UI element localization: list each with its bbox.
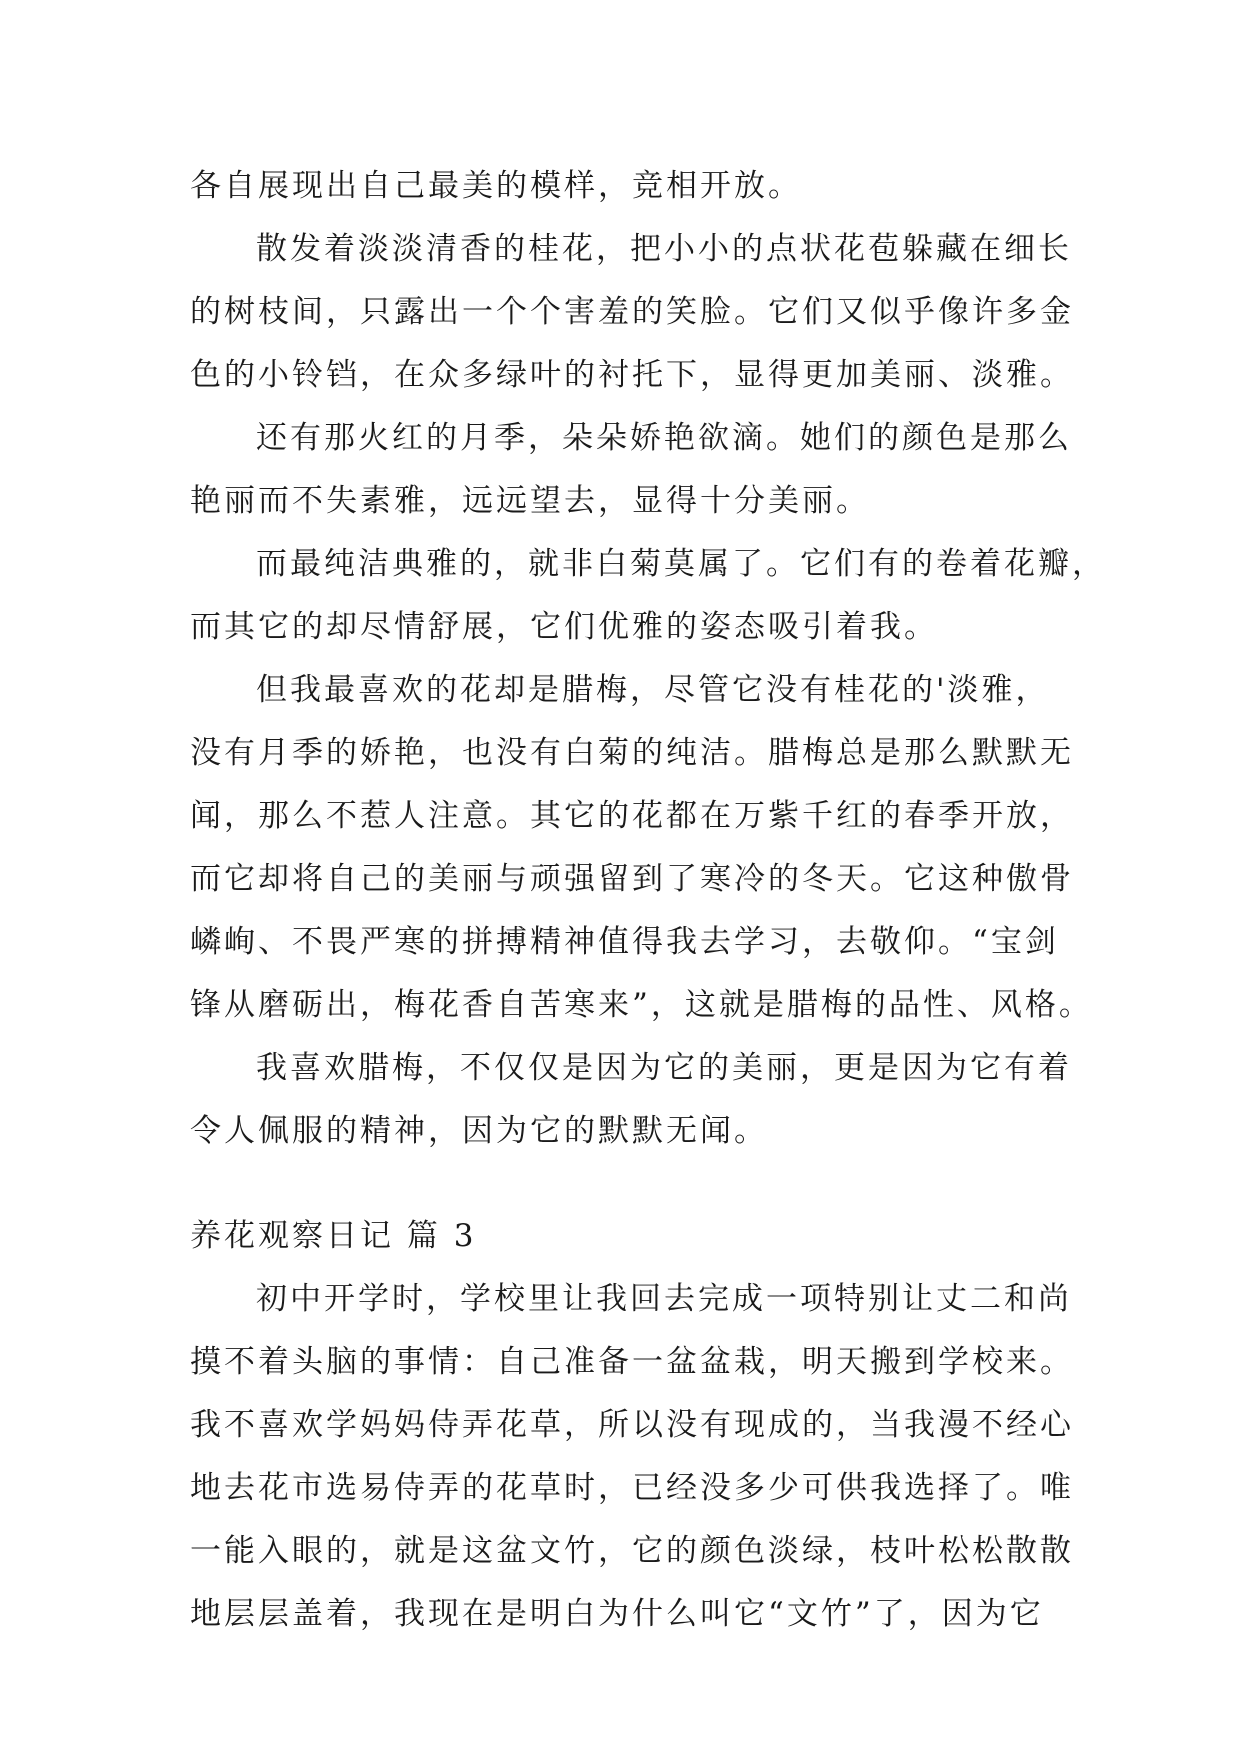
- text-line: 我不喜欢学妈妈侍弄花草，所以没有现成的，当我漫不经心: [190, 1407, 1074, 1443]
- paragraph-first-line: 而最纯洁典雅的，就非白菊莫属了。它们有的卷着花瓣，: [256, 546, 1106, 582]
- text-line: 各自展现出自己最美的模样，竞相开放。: [190, 168, 802, 204]
- paragraph-first-line: 我喜欢腊梅，不仅仅是因为它的美丽，更是因为它有着: [256, 1050, 1072, 1086]
- paragraph-first-line: 散发着淡淡清香的桂花，把小小的点状花苞躲藏在细长: [256, 231, 1072, 267]
- text-line: 闻，那么不惹人注意。其它的花都在万紫千红的春季开放，: [190, 798, 1074, 834]
- text-line: 而其它的却尽情舒展，它们优雅的姿态吸引着我。: [190, 609, 938, 645]
- text-line: 没有月季的娇艳，也没有白菊的纯洁。腊梅总是那么默默无: [190, 735, 1074, 771]
- text-line: 地去花市选易侍弄的花草时，已经没多少可供我选择了。唯: [190, 1470, 1074, 1506]
- text-line: 艳丽而不失素雅，远远望去，显得十分美丽。: [190, 483, 870, 519]
- section-spacer: [190, 1163, 1060, 1205]
- document-body: [190, 155, 1106, 1646]
- text-line: 色的小铃铛，在众多绿叶的衬托下，显得更加美丽、淡雅。: [190, 357, 1074, 393]
- text-line: 令人佩服的精神，因为它的默默无闻。: [190, 1113, 768, 1149]
- text-line: 而它却将自己的美丽与顽强留到了寒冷的冬天。它这种傲骨: [190, 861, 1074, 897]
- section-title: 养花观察日记 篇 3: [190, 1218, 477, 1254]
- paragraph-first-line: 还有那火红的月季，朵朵娇艳欲滴。她们的颜色是那么: [256, 420, 1072, 456]
- text-line: 摸不着头脑的事情：自己准备一盆盆栽，明天搬到学校来。: [190, 1344, 1074, 1380]
- text-line: 一能入眼的，就是这盆文竹，它的颜色淡绿，枝叶松松散散: [190, 1533, 1074, 1569]
- paragraph-first-line: 但我最喜欢的花却是腊梅，尽管它没有桂花的'淡雅，: [256, 672, 1050, 708]
- paragraph-first-line: 初中开学时，学校里让我回去完成一项特别让丈二和尚: [256, 1281, 1072, 1317]
- text-line: 嶙峋、不畏严寒的拼搏精神值得我去学习，去敬仰。“宝剑: [190, 924, 1059, 960]
- text-line: 的树枝间，只露出一个个害羞的笑脸。它们又似乎像许多金: [190, 294, 1074, 330]
- text-line: 地层层盖着，我现在是明白为什么叫它“文竹”了，因为它: [190, 1596, 1044, 1632]
- text-line: 锋从磨砺出，梅花香自苦寒来”，这就是腊梅的品性、风格。: [190, 987, 1093, 1023]
